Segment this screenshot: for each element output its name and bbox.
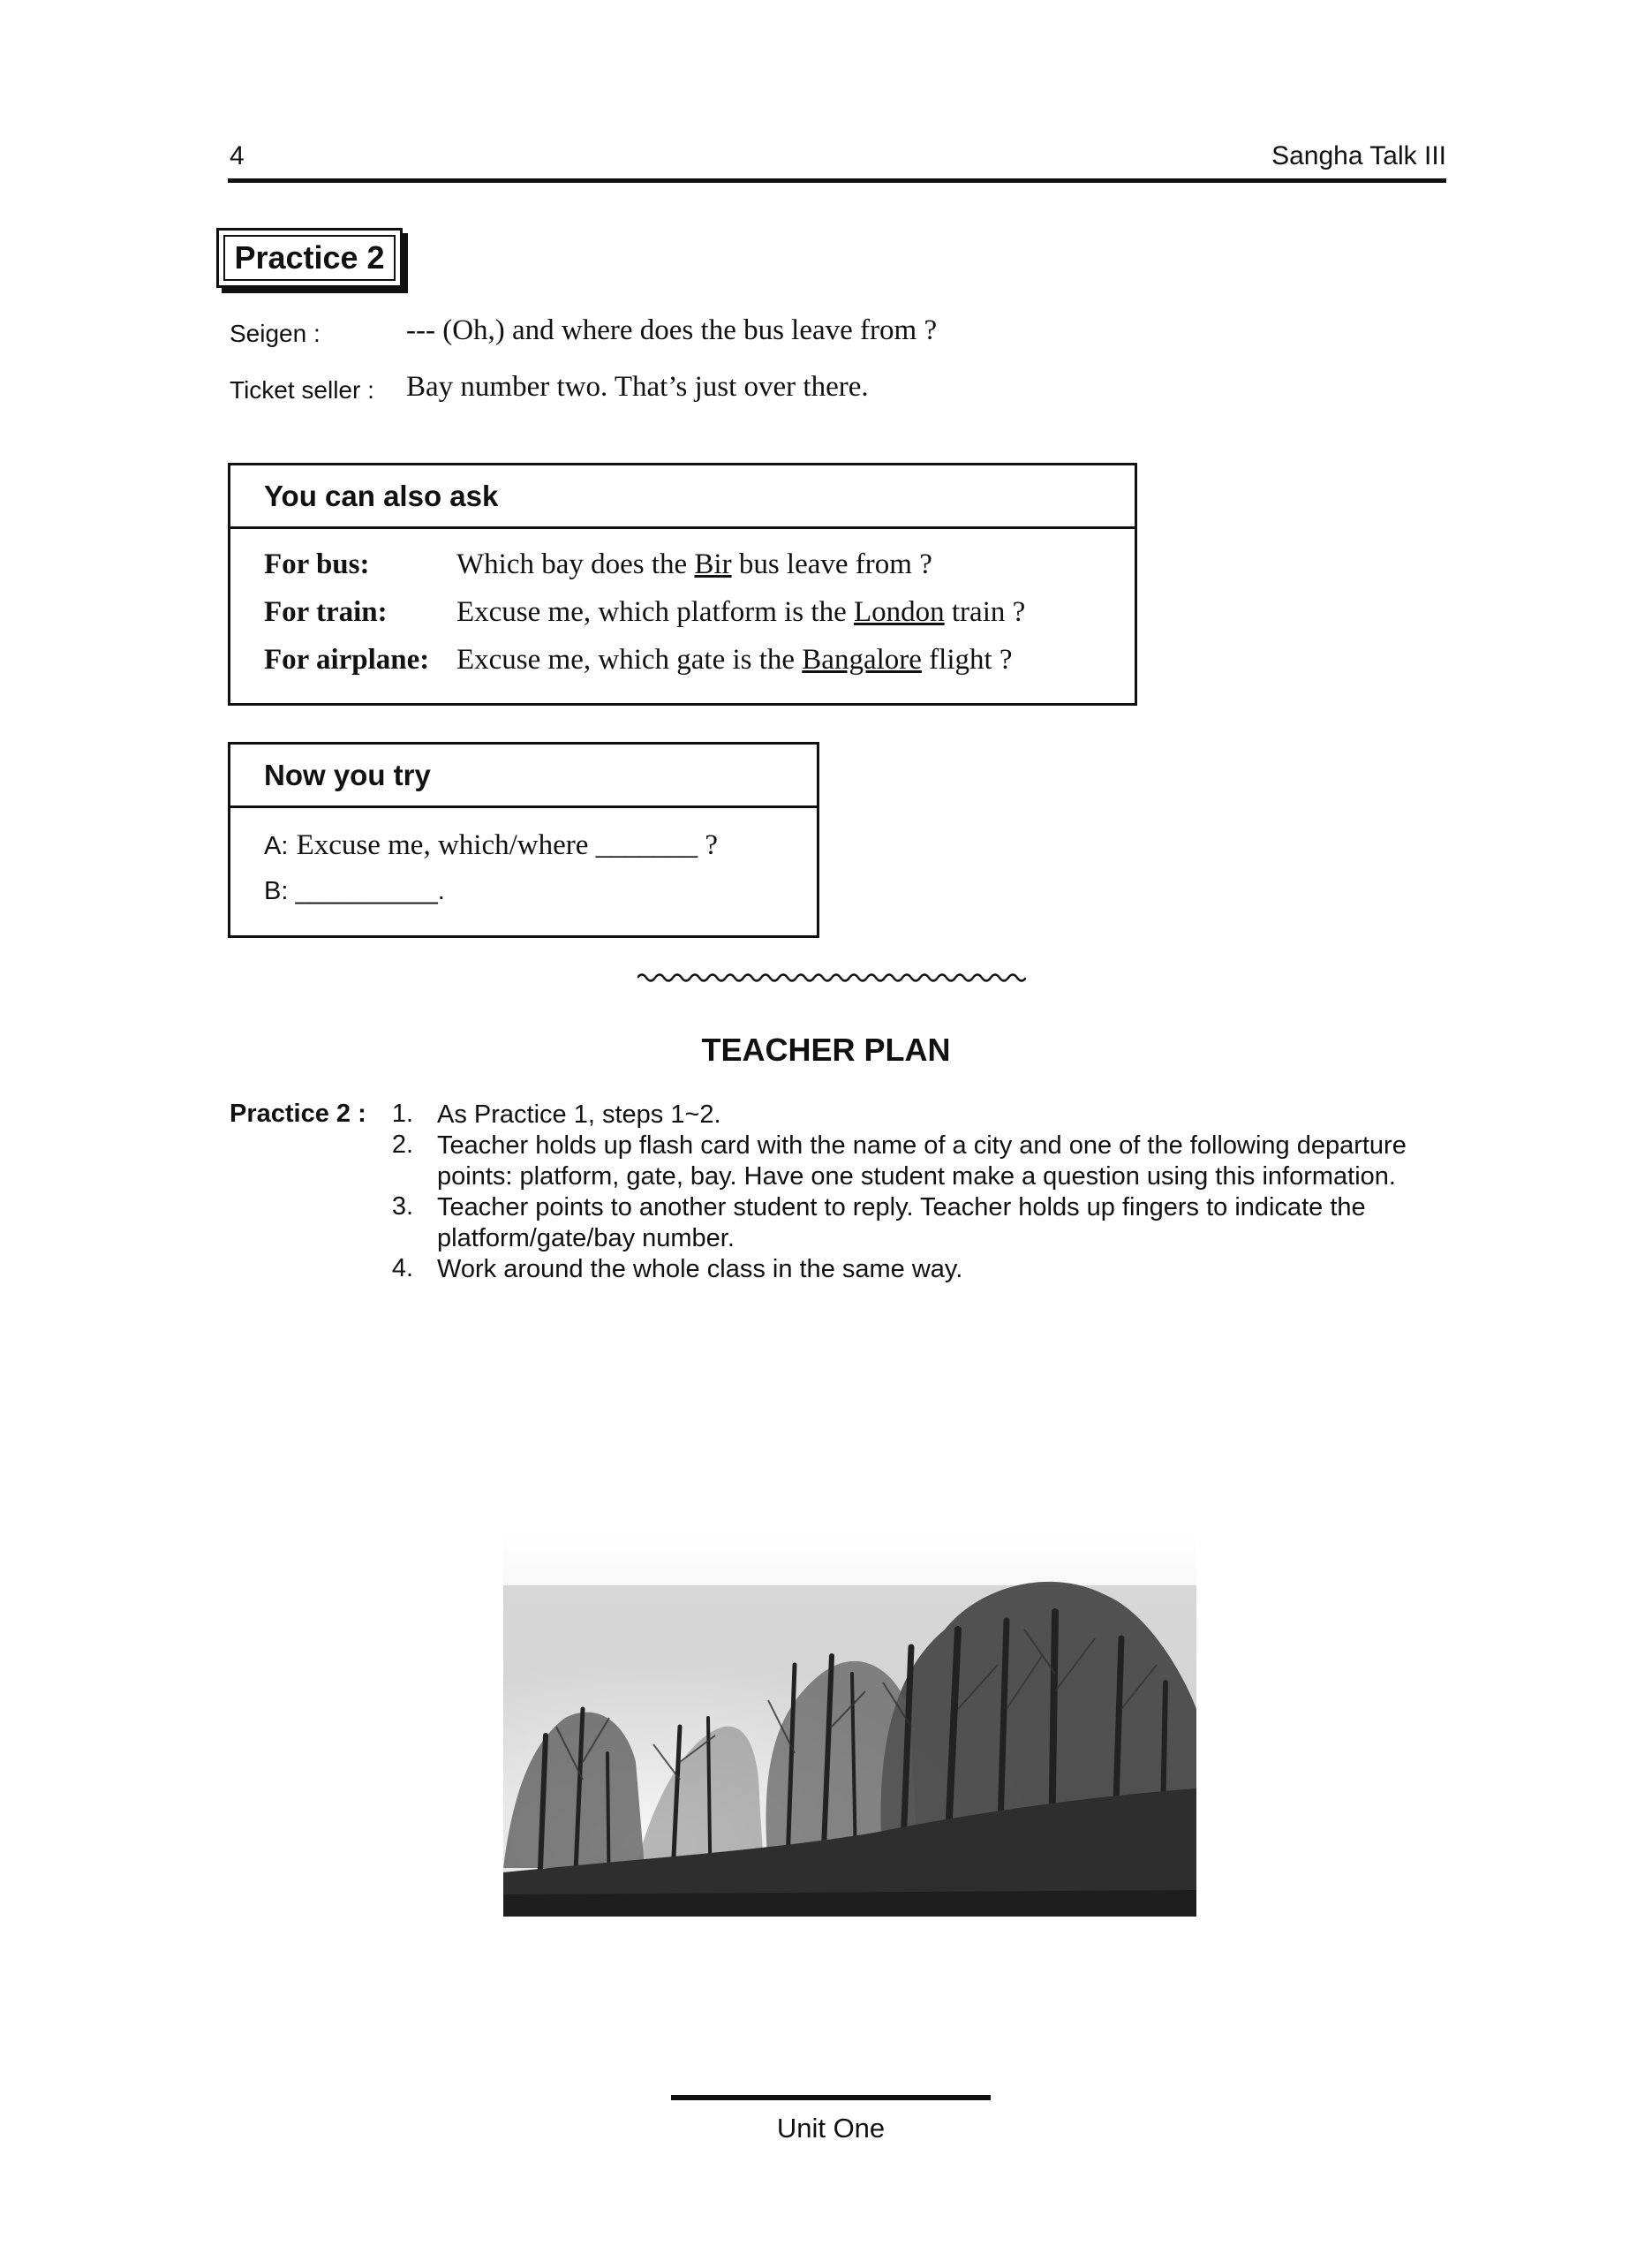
now-try-line-b	[264, 877, 445, 906]
footer-text: Unit One	[776, 2113, 886, 2144]
step-text: As Practice 1, steps 1~2.	[437, 1100, 721, 1129]
line-b-text: __________.	[295, 877, 445, 905]
dialogue-speaker: Ticket seller :	[230, 376, 374, 404]
footer-rule	[671, 2095, 991, 2100]
step-text: Teacher points to another student to reply. Teacher holds up fingers to indicate the platform/gate/bay number.	[437, 1193, 1366, 1252]
ask-text: Excuse me, which platform is the	[456, 596, 854, 628]
ask-text: Which bay does the	[456, 548, 695, 580]
trees-photo	[503, 1532, 1196, 1917]
wavy-divider	[637, 970, 1026, 986]
step-number: 1.	[391, 1100, 413, 1128]
now-try-heading: Now you try	[230, 745, 817, 808]
step-number: 2.	[391, 1130, 413, 1159]
now-try-box	[228, 742, 819, 938]
page-number: 4	[230, 141, 245, 170]
dialogue-speaker: Seigen :	[230, 320, 321, 347]
also-ask-box	[228, 463, 1137, 706]
ask-place: Bangalore	[802, 644, 922, 676]
practice-title: Practice 2	[223, 235, 396, 281]
also-ask-heading: You can also ask	[230, 465, 1135, 529]
ask-place: Bir	[694, 548, 732, 580]
step-number: 3.	[391, 1192, 413, 1221]
book-title: Sangha Talk III	[1271, 141, 1446, 170]
practice-box	[216, 228, 403, 288]
ask-text: train ?	[944, 596, 1026, 628]
step-text: Work around the whole class in the same way.	[437, 1255, 963, 1283]
line-b-prefix: B:	[264, 877, 289, 905]
dialogue-line: --- (Oh,) and where does the bus leave from ?	[406, 314, 938, 346]
step-text: Teacher holds up flash card with the name of a city and one of the following departure points: platform, gate, bay. Have one student make a question using this information.	[437, 1131, 1407, 1191]
ask-label: For bus:	[264, 548, 370, 580]
ask-place: London	[853, 596, 945, 628]
line-a-text: Excuse me, which/where _______ ?	[296, 829, 719, 861]
ask-sentence	[456, 548, 932, 581]
ask-sentence	[456, 596, 1025, 629]
teacher-plan-label: Practice 2 :	[230, 1100, 366, 1128]
line-a-prefix: A:	[264, 832, 289, 860]
ask-label: For train:	[264, 596, 388, 628]
header-rule	[228, 178, 1446, 183]
ask-sentence	[456, 644, 1013, 677]
ask-text: Excuse me, which gate is the	[456, 644, 803, 676]
teacher-plan-title: TEACHER PLAN	[701, 1032, 951, 1068]
step-number: 4.	[391, 1254, 413, 1282]
now-try-line-a	[264, 828, 718, 862]
ask-text: flight ?	[921, 644, 1013, 676]
ask-text: bus leave from ?	[731, 548, 932, 580]
ask-label: For airplane:	[264, 644, 430, 676]
dialogue-line: Bay number two. That’s just over there.	[406, 371, 869, 403]
